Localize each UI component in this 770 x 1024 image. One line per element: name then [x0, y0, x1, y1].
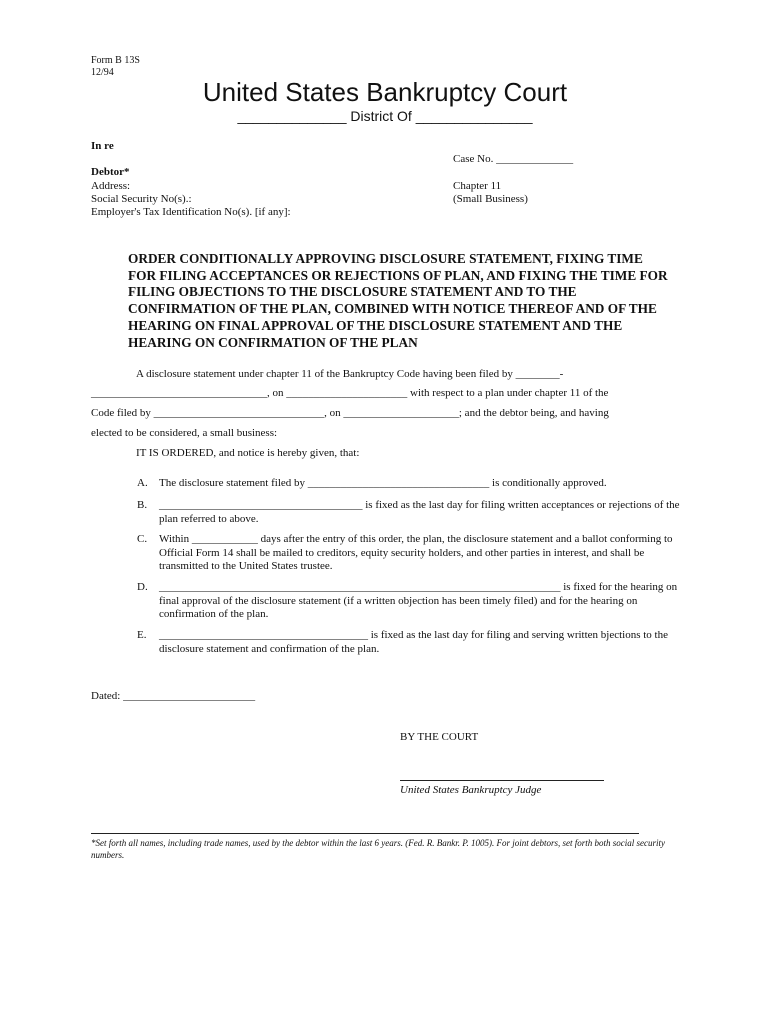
item-letter: B. — [137, 499, 148, 511]
item-text: Within ____________ days after the entry of this order, the plan, the disclosure statement and a ballot conforming to Official Form 14 shall be mailed to creditors, equity security holders, and other parties in interest, and shall be transmitted to the United States trustee. — [159, 533, 673, 572]
chapter-label: Chapter 11 — [453, 180, 502, 192]
case-number-field: Case No. ______________ — [453, 153, 574, 165]
ordered-statement: IT IS ORDERED, and notice is hereby given, that: — [136, 447, 360, 459]
form-number: Form B 13S — [91, 55, 140, 66]
intro-line-4: elected to be considered, a small business: — [91, 427, 278, 439]
form-date: 12/94 — [91, 67, 114, 78]
dated-line: Dated: ________________________ — [91, 690, 256, 702]
footnote: *Set forth all names, including trade names, used by the debtor within the last 6 years. (Fed. R. Bankr. P. 1005). For joint debtors, set forth both social security numbers. — [91, 838, 666, 860]
order-title: ORDER CONDITIONALLY APPROVING DISCLOSURE STATEMENT, FIXING TIME FOR FILING ACCEPTANCES OR REJECTIONS OF PLAN, AND FIXING THE TIME FOR FILING OBJECTIONS TO THE DISCLOSURE STATEMENT AND TO THE CONFIRMATION OF THE PLAN, COMBINED WITH NOTICE THEREOF AND OF THE HEARING ON FINAL APPROVAL OF THE DISCLOSURE STATEMENT AND THE HEARING ON CONFIRMATION OF THE PLAN — [128, 251, 668, 350]
address-label: Address: — [91, 180, 131, 192]
court-title: United States Bankruptcy Court — [202, 77, 568, 107]
district-line: ______________ District Of _______________ — [237, 108, 533, 124]
debtor-label: Debtor* — [91, 166, 130, 178]
item-letter: D. — [137, 581, 148, 593]
intro-line-1: A disclosure statement under chapter 11 of the Bankruptcy Code having been filed by ________- — [136, 368, 564, 380]
item-letter: C. — [137, 533, 148, 545]
in-re-label: In re — [91, 140, 114, 152]
small-business-label: (Small Business) — [453, 193, 528, 205]
by-the-court: BY THE COURT — [400, 731, 479, 743]
ssn-label: Social Security No(s).: — [91, 193, 192, 205]
judge-title: United States Bankruptcy Judge — [400, 784, 542, 796]
tax-id-label: Employer's Tax Identification No(s). [if any]: — [91, 206, 291, 218]
intro-line-3: Code filed by _______________________________, on _____________________; and the debtor being, and having — [91, 407, 609, 419]
item-letter: E. — [137, 629, 147, 641]
item-letter: A. — [137, 477, 148, 489]
intro-line-2: ________________________________, on ______________________ with respect to a plan under chapter 11 of the — [91, 387, 609, 399]
item-text: ______________________________________ is fixed as the last day for filing and serving written bjections to the disclosure statement and confirmation of the plan. — [159, 629, 668, 655]
item-text: _________________________________________________________________________ is fixed for the hearing on final approval of the disclosure statement (if a written objection has been timely filed) and for the hearing on confirmation of the plan. — [159, 581, 678, 620]
item-text: The disclosure statement filed by _________________________________ is conditionally approved. — [159, 477, 607, 489]
footnote-divider — [91, 833, 639, 834]
signature-line — [400, 780, 604, 781]
item-text: _____________________________________ is fixed as the last day for filing written acceptances or rejections of the plan referred to above. — [159, 499, 680, 525]
